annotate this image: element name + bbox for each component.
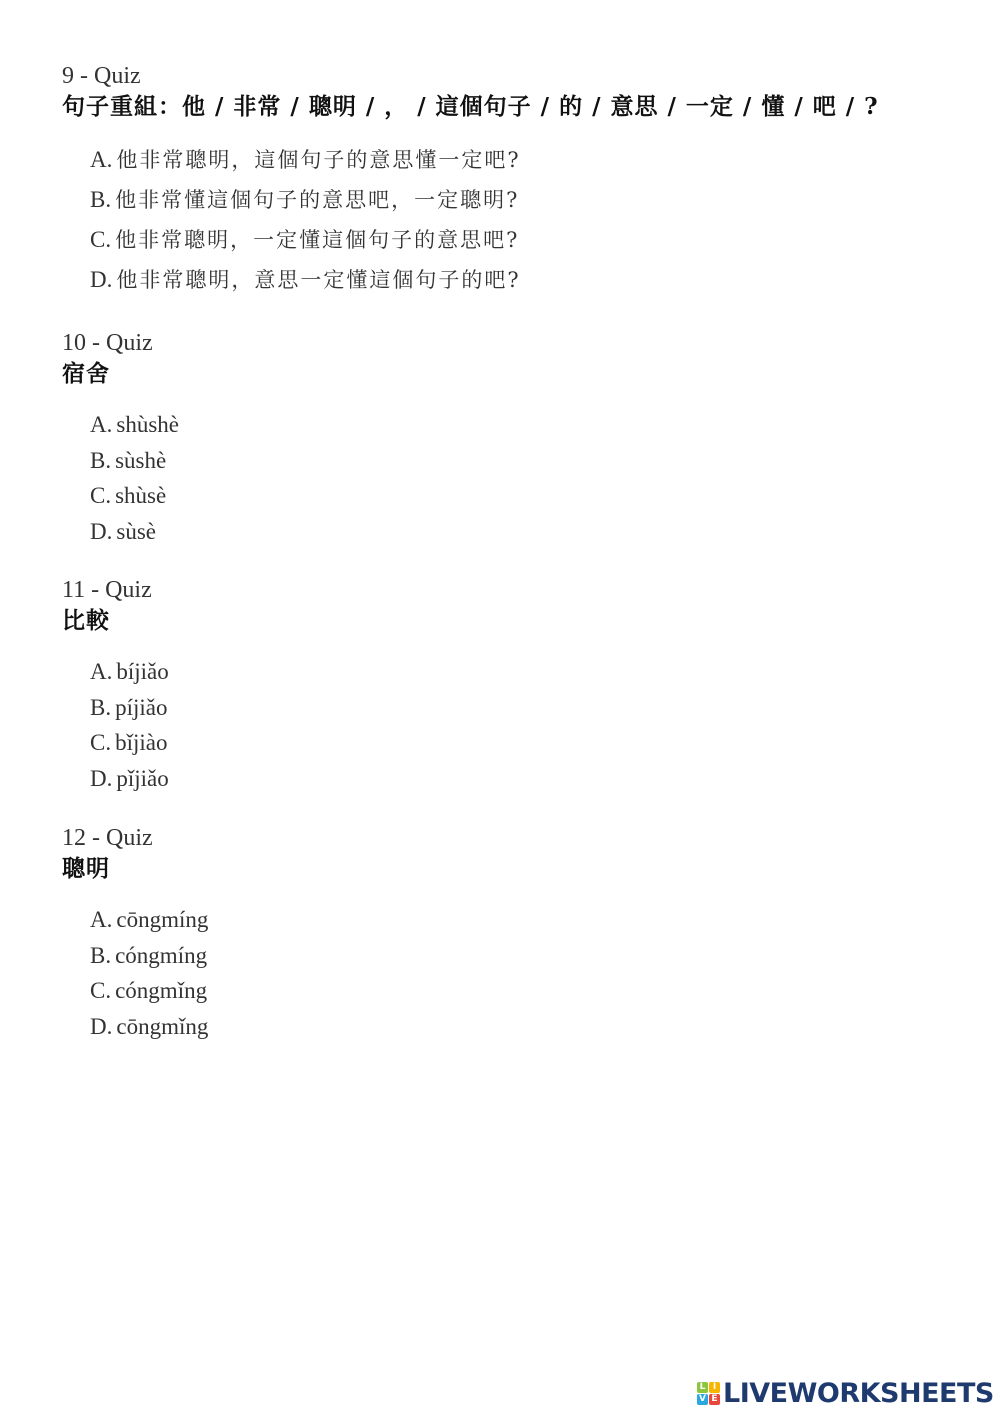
option-letter: D. <box>90 267 113 292</box>
option-letter: B. <box>90 694 112 720</box>
option-text: 他非常聰明，一定懂這個句子的意思吧? <box>115 228 520 252</box>
liveworksheets-logo <box>697 1378 994 1409</box>
option-text: cóngmíng <box>115 942 208 968</box>
option-text: pǐjiǎo <box>116 765 169 791</box>
option-text: shùsè <box>115 483 167 508</box>
answer-option[interactable] <box>90 902 208 938</box>
option-letter: B. <box>90 187 112 212</box>
question-prompt: 宿舍 <box>62 360 110 387</box>
question-prompt: 聰明 <box>62 855 110 882</box>
option-text: sùshè <box>115 447 167 473</box>
option-text: bǐjiào <box>115 730 168 755</box>
question-prompt: 句子重組：他 / 非常 / 聰明 / ， / 這個句子 / 的 / 意思 / 一定 / 懂 / 吧 / ? <box>62 93 879 120</box>
answer-option[interactable] <box>90 260 521 300</box>
option-letter: C. <box>90 483 112 508</box>
option-letter: B. <box>90 447 112 473</box>
question-title: 11 - Quiz <box>62 577 152 603</box>
option-letter: A. <box>90 659 113 684</box>
option-text: 他非常聰明，意思一定懂這個句子的吧? <box>116 268 521 292</box>
option-text: sùsè <box>116 518 156 544</box>
answer-options <box>90 654 169 796</box>
badge-letter: E <box>709 1394 720 1405</box>
option-letter: B. <box>90 942 112 968</box>
option-letter: A. <box>90 907 113 932</box>
live-badge-icon <box>697 1382 720 1405</box>
answer-option[interactable] <box>90 973 208 1009</box>
option-letter: D. <box>90 1013 113 1039</box>
answer-option[interactable] <box>90 220 521 260</box>
option-text: píjiǎo <box>115 694 168 720</box>
answer-option[interactable] <box>90 1009 208 1045</box>
answer-option[interactable] <box>90 690 169 726</box>
option-text: shùshè <box>116 412 179 437</box>
option-letter: A. <box>90 412 113 437</box>
answer-option[interactable] <box>90 725 169 761</box>
answer-options <box>90 140 521 300</box>
option-text: 他非常聰明，這個句子的意思懂一定吧? <box>116 148 521 172</box>
badge-letter: I <box>709 1382 720 1393</box>
question-title: 10 - Quiz <box>62 330 153 356</box>
answer-option[interactable] <box>90 478 179 514</box>
option-letter: A. <box>90 147 113 172</box>
option-letter: C. <box>90 227 112 252</box>
option-text: cōngmǐng <box>116 1013 209 1039</box>
logo-text: LIVEWORKSHEETS <box>723 1378 994 1409</box>
option-text: cóngmǐng <box>115 978 208 1003</box>
option-letter: C. <box>90 978 112 1003</box>
answer-option[interactable] <box>90 654 169 690</box>
answer-option[interactable] <box>90 443 179 479</box>
badge-letter: V <box>697 1394 708 1405</box>
answer-options <box>90 902 208 1044</box>
option-text: bíjiǎo <box>116 659 169 684</box>
answer-option[interactable] <box>90 140 521 180</box>
answer-options <box>90 407 179 549</box>
option-text: cōngmíng <box>116 907 209 932</box>
badge-letter: L <box>697 1382 708 1393</box>
question-prompt: 比較 <box>62 607 110 634</box>
answer-option[interactable] <box>90 514 179 550</box>
question-title: 9 - Quiz <box>62 63 141 89</box>
answer-option[interactable] <box>90 938 208 974</box>
option-text: 他非常懂這個句子的意思吧，一定聰明? <box>115 188 520 212</box>
answer-option[interactable] <box>90 761 169 797</box>
option-letter: D. <box>90 518 113 544</box>
option-letter: C. <box>90 730 112 755</box>
answer-option[interactable] <box>90 407 179 443</box>
question-title: 12 - Quiz <box>62 825 153 851</box>
option-letter: D. <box>90 765 113 791</box>
answer-option[interactable] <box>90 180 521 220</box>
